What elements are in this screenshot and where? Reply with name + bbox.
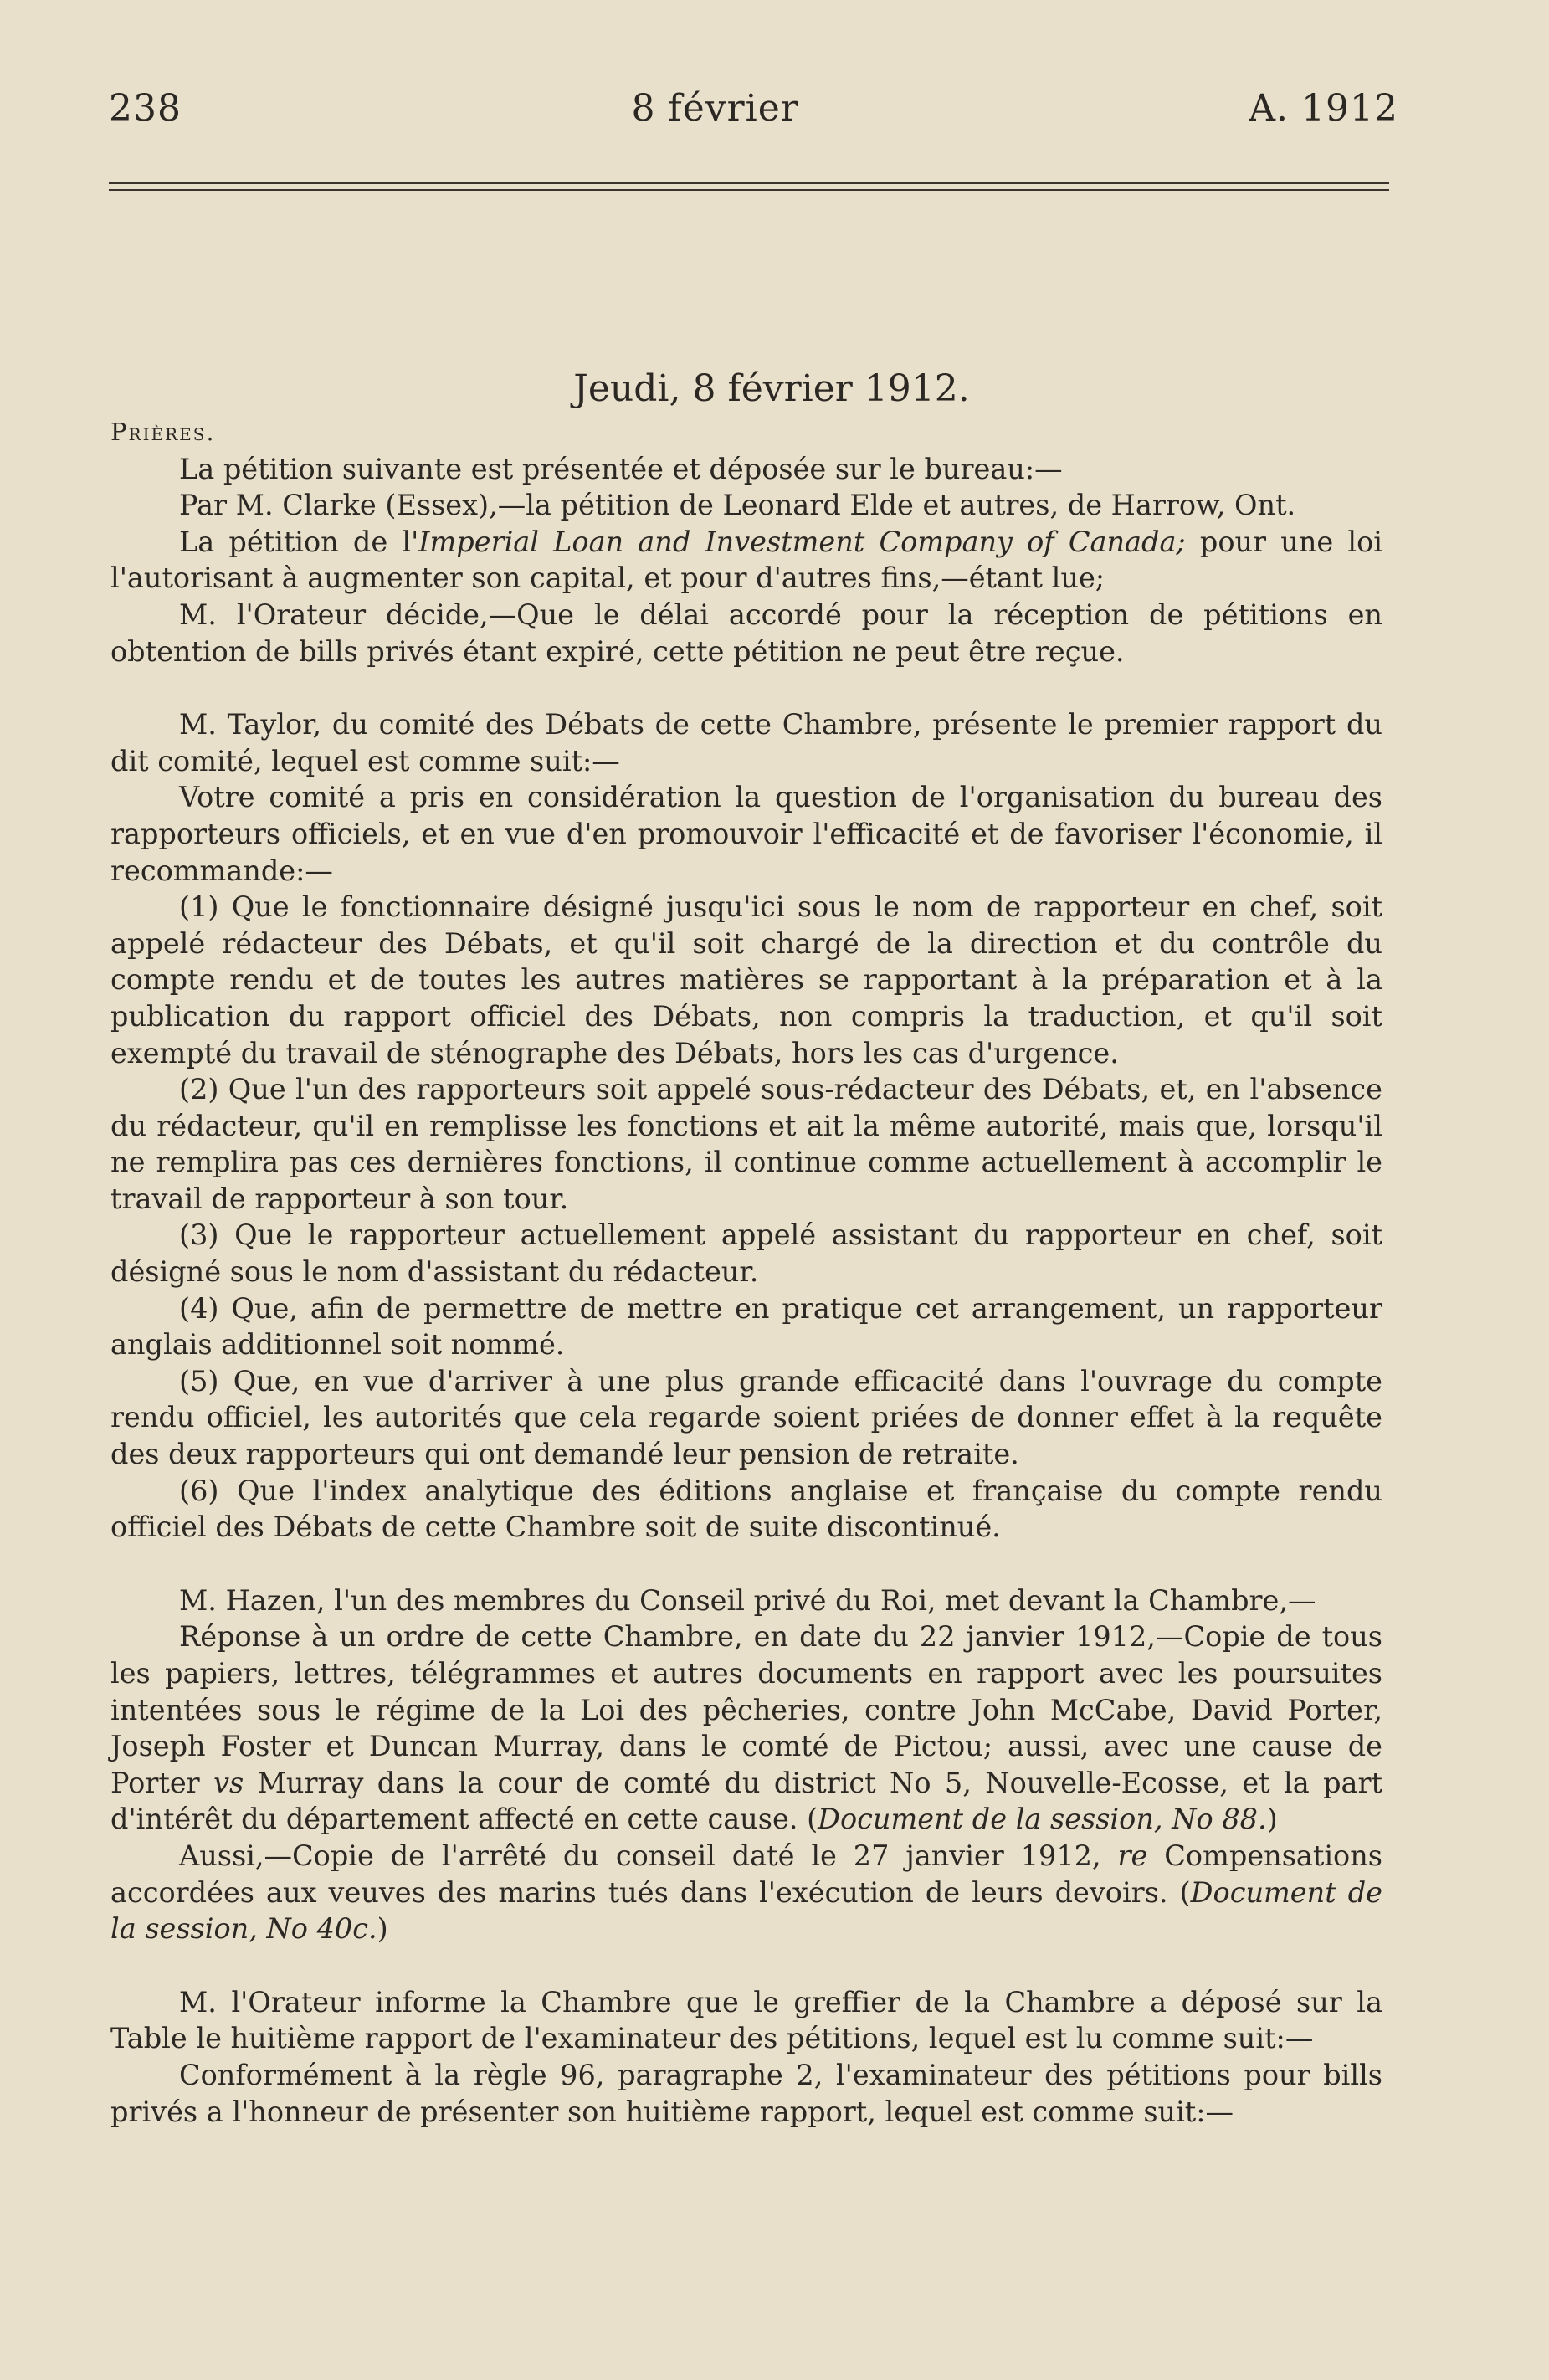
recommendation-5: (5) Que, en vue d'arriver à une plus grande efficacité dans l'ouvrage du compte rendu officiel, les autorités que cela regarde soient priées de donner effet à la requête des deux rapporteurs qui ont demandé leur pension de retraite. bbox=[110, 1364, 1382, 1471]
header-year: A. 1912 bbox=[1249, 87, 1398, 130]
recommendation-6: (6) Que l'index analytique des éditions anglaise et française du compte rendu officiel des Débats de cette Chambre soit de suite discontinué. bbox=[110, 1474, 1382, 1544]
hazen-intro: M. Hazen, l'un des membres du Conseil privé du Roi, met devant la Chambre,— bbox=[179, 1583, 1316, 1617]
document-reference: Document de la session, No 88. bbox=[818, 1803, 1267, 1836]
page-body bbox=[110, 364, 1382, 2130]
company-name: Imperial Loan and Investment Company of Canada; bbox=[418, 525, 1186, 558]
running-head bbox=[109, 87, 1398, 130]
hazen-reponse: Réponse à un ordre de cette Chambre, en date du 22 janvier 1912,—Copie de tous les papiers, lettres, télégrammes et autres documents en rapport avec les poursuites intentées sous le régime de la Loi des pêcheries, contre John McCabe, David Porter, Joseph Foster et Duncan Murray, dans le comté de Pictou; aussi, avec une cause de Porter vs Murray dans la cour de comté du district No 5, Nouvelle-Ecosse, et la part d'intérêt du département affecté en cette cause. (Document de la session, No 88.) bbox=[110, 1620, 1382, 1836]
recommendation-3: (3) Que le rapporteur actuellement appelé assistant du rapporteur en chef, soit désigné sous le nom d'assistant du rédacteur. bbox=[110, 1218, 1382, 1289]
orateur-decision: M. l'Orateur décide,—Que le délai accordé pour la réception de pétitions en obtention de bills privés étant expiré, cette pétition ne peut être reçue. bbox=[110, 598, 1382, 668]
orateur-informe: M. l'Orateur informe la Chambre que le greffier de la Chambre a déposé sur la Table le huitième rapport de l'examinateur des pétitions, lequel est lu comme suit:— bbox=[110, 1985, 1382, 2055]
header-date: 8 février bbox=[631, 87, 799, 130]
recommendation-1: (1) Que le fonctionnaire désigné jusqu'ici sous le nom de rapporteur en chef, soit appelé rédacteur des Débats, et qu'il soit chargé de la direction et du contrôle du compte rendu et de toutes les autres matières se rapportant à la préparation et à la publication du rapport officiel des Débats, non compris la traduction, et qu'il soit exempté du travail de sténographe des Débats, hors les cas d'urgence. bbox=[110, 890, 1382, 1069]
committee-statement: Votre comité a pris en considération la question de l'organisation du bureau des rapporteurs officiels, et en vue d'en promouvoir l'efficacité et de favoriser l'économie, il recommande:— bbox=[110, 781, 1382, 887]
recommendation-2: (2) Que l'un des rapporteurs soit appelé sous-rédacteur des Débats, et, en l'absence du rédacteur, qu'il en remplisse les fonctions et ait la même autorité, mais que, lorsqu'il ne remplira pas ces dernières fonctions, il continue comme actuellement à accomplir le travail de rapporteur à son tour. bbox=[110, 1073, 1382, 1215]
document-reference: Document de la session, No 40c. bbox=[110, 1875, 1383, 1946]
petition-imperial-loan: La pétition de l'Imperial Loan and Investment Company of Canada; pour une loi l'autorisant à augmenter son capital, et pour d'autres fins,—étant lue; bbox=[110, 525, 1382, 595]
recommendation-4: (4) Que, afin de permettre de mettre en pratique cet arrangement, un rapporteur anglais additionnel soit nommé. bbox=[110, 1291, 1382, 1362]
hazen-aussi: Aussi,—Copie de l'arrêté du conseil daté le 27 janvier 1912, re Compensations accordées aux veuves des marins tués dans l'exécution de leurs devoirs. (Document de la session, No 40c.) bbox=[110, 1839, 1383, 1946]
day-title: Jeudi, 8 février 1912. bbox=[573, 367, 970, 410]
prieres-heading: Prières. bbox=[110, 418, 216, 446]
taylor-report-intro: M. Taylor, du comité des Débats de cette Chambre, présente le premier rapport du dit comité, lequel est comme suit:— bbox=[110, 708, 1382, 777]
petition-clarke: Par M. Clarke (Essex),—la pétition de Leonard Elde et autres, de Harrow, Ont. bbox=[179, 489, 1296, 522]
header-rule bbox=[109, 182, 1389, 191]
examinateur-rapport: Conformément à la règle 96, paragraphe 2, l'examinateur des pétitions pour bills privés a l'honneur de présenter son huitième rapport, lequel est comme suit:— bbox=[110, 2058, 1382, 2128]
page-number: 238 bbox=[109, 87, 182, 130]
petition-intro: La pétition suivante est présentée et déposée sur le bureau:— bbox=[179, 452, 1063, 485]
